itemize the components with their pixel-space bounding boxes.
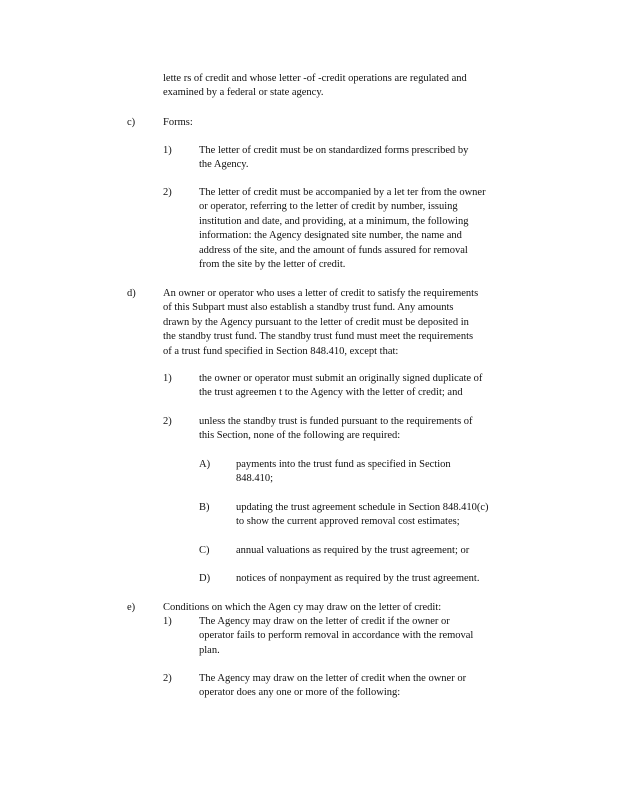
item-text-d2 bbox=[199, 415, 473, 444]
text-line: the trust agreemen t to the Agency with the letter of credit; and bbox=[199, 387, 463, 399]
text-line: address of the site, and the amount of funds assured for removal bbox=[199, 244, 468, 256]
text-line: of this Subpart must also establish a standby trust fund. Any amounts bbox=[163, 302, 454, 314]
text-line: from the site by the letter of credit. bbox=[199, 259, 346, 271]
text-line: lette rs of credit and whose letter -of -credit operations are regulated and bbox=[163, 73, 467, 84]
item-label-d1: 1) bbox=[163, 373, 172, 384]
text-line: operator fails to perform removal in accordance with the removal bbox=[199, 630, 474, 642]
text-line: operator does any one or more of the following: bbox=[199, 687, 401, 699]
text-line: to show the current approved removal cost estimates; bbox=[236, 516, 460, 528]
item-label-e2: 2) bbox=[163, 673, 172, 684]
text-line: the owner or operator must submit an originally signed duplicate of bbox=[199, 373, 483, 384]
item-text-e1 bbox=[199, 615, 473, 658]
item-text-e2 bbox=[199, 672, 466, 701]
text-line: The Agency may draw on the letter of credit when the owner or bbox=[199, 673, 467, 684]
subitem-text-C bbox=[236, 544, 469, 558]
section-text-d bbox=[163, 287, 478, 359]
subitem-label-D: D) bbox=[199, 573, 211, 584]
text-line: An owner or operator who uses a letter of credit to satisfy the requirements bbox=[163, 288, 479, 299]
text-line: payments into the trust fund as specified in Section bbox=[236, 459, 451, 470]
text-line: plan. bbox=[199, 644, 220, 656]
section-label-e: e) bbox=[127, 602, 136, 613]
continuation-paragraph bbox=[163, 72, 467, 101]
subitem-text-D bbox=[236, 572, 479, 586]
text-line: information: the Agency designated site number, the name and bbox=[199, 230, 462, 242]
item-text-c2 bbox=[199, 186, 486, 272]
item-text-c1 bbox=[199, 144, 468, 173]
item-label-d2: 2) bbox=[163, 416, 172, 427]
subitem-text-B bbox=[236, 501, 489, 530]
text-line: the standby trust fund. The standby trust fund must meet the requirements bbox=[163, 331, 474, 343]
text-line: or operator, referring to the letter of credit by number, issuing bbox=[199, 201, 458, 213]
text-line: drawn by the Agency pursuant to the letter of credit must be deposited in bbox=[163, 316, 469, 328]
text-line: examined by a federal or state agency. bbox=[163, 87, 324, 99]
item-text-d1 bbox=[199, 372, 482, 401]
item-label-e1: 1) bbox=[163, 616, 172, 627]
text-line: of a trust fund specified in Section 848.410, except that: bbox=[163, 345, 399, 357]
text-line: updating the trust agreement schedule in Section 848.410(c) bbox=[236, 502, 489, 513]
text-line: The letter of credit must be on standardized forms prescribed by bbox=[199, 145, 469, 156]
section-heading-c: Forms: bbox=[163, 117, 193, 128]
subitem-text-A bbox=[236, 458, 451, 487]
text-line: 848.410; bbox=[236, 473, 274, 485]
text-line: the Agency. bbox=[199, 159, 249, 171]
section-label-d: d) bbox=[127, 288, 136, 299]
section-heading-e: Conditions on which the Agen cy may draw on the letter of credit: bbox=[163, 602, 442, 613]
text-line: annual valuations as required by the trust agreement; or bbox=[236, 545, 470, 556]
item-label-c1: 1) bbox=[163, 145, 172, 156]
subitem-label-A: A) bbox=[199, 459, 211, 470]
text-line: institution and date, and providing, at a minimum, the following bbox=[199, 215, 469, 227]
text-line: The Agency may draw on the letter of credit if the owner or bbox=[199, 616, 450, 627]
text-line: notices of nonpayment as required by the trust agreement. bbox=[236, 573, 480, 584]
text-line: this Section, none of the following are required: bbox=[199, 430, 401, 442]
text-line: The letter of credit must be accompanied by a let ter from the owner bbox=[199, 187, 486, 198]
subitem-label-B: B) bbox=[199, 502, 210, 513]
item-label-c2: 2) bbox=[163, 187, 172, 198]
section-label-c: c) bbox=[127, 117, 136, 128]
subitem-label-C: C) bbox=[199, 545, 210, 556]
text-line: unless the standby trust is funded pursuant to the requirements of bbox=[199, 416, 473, 427]
